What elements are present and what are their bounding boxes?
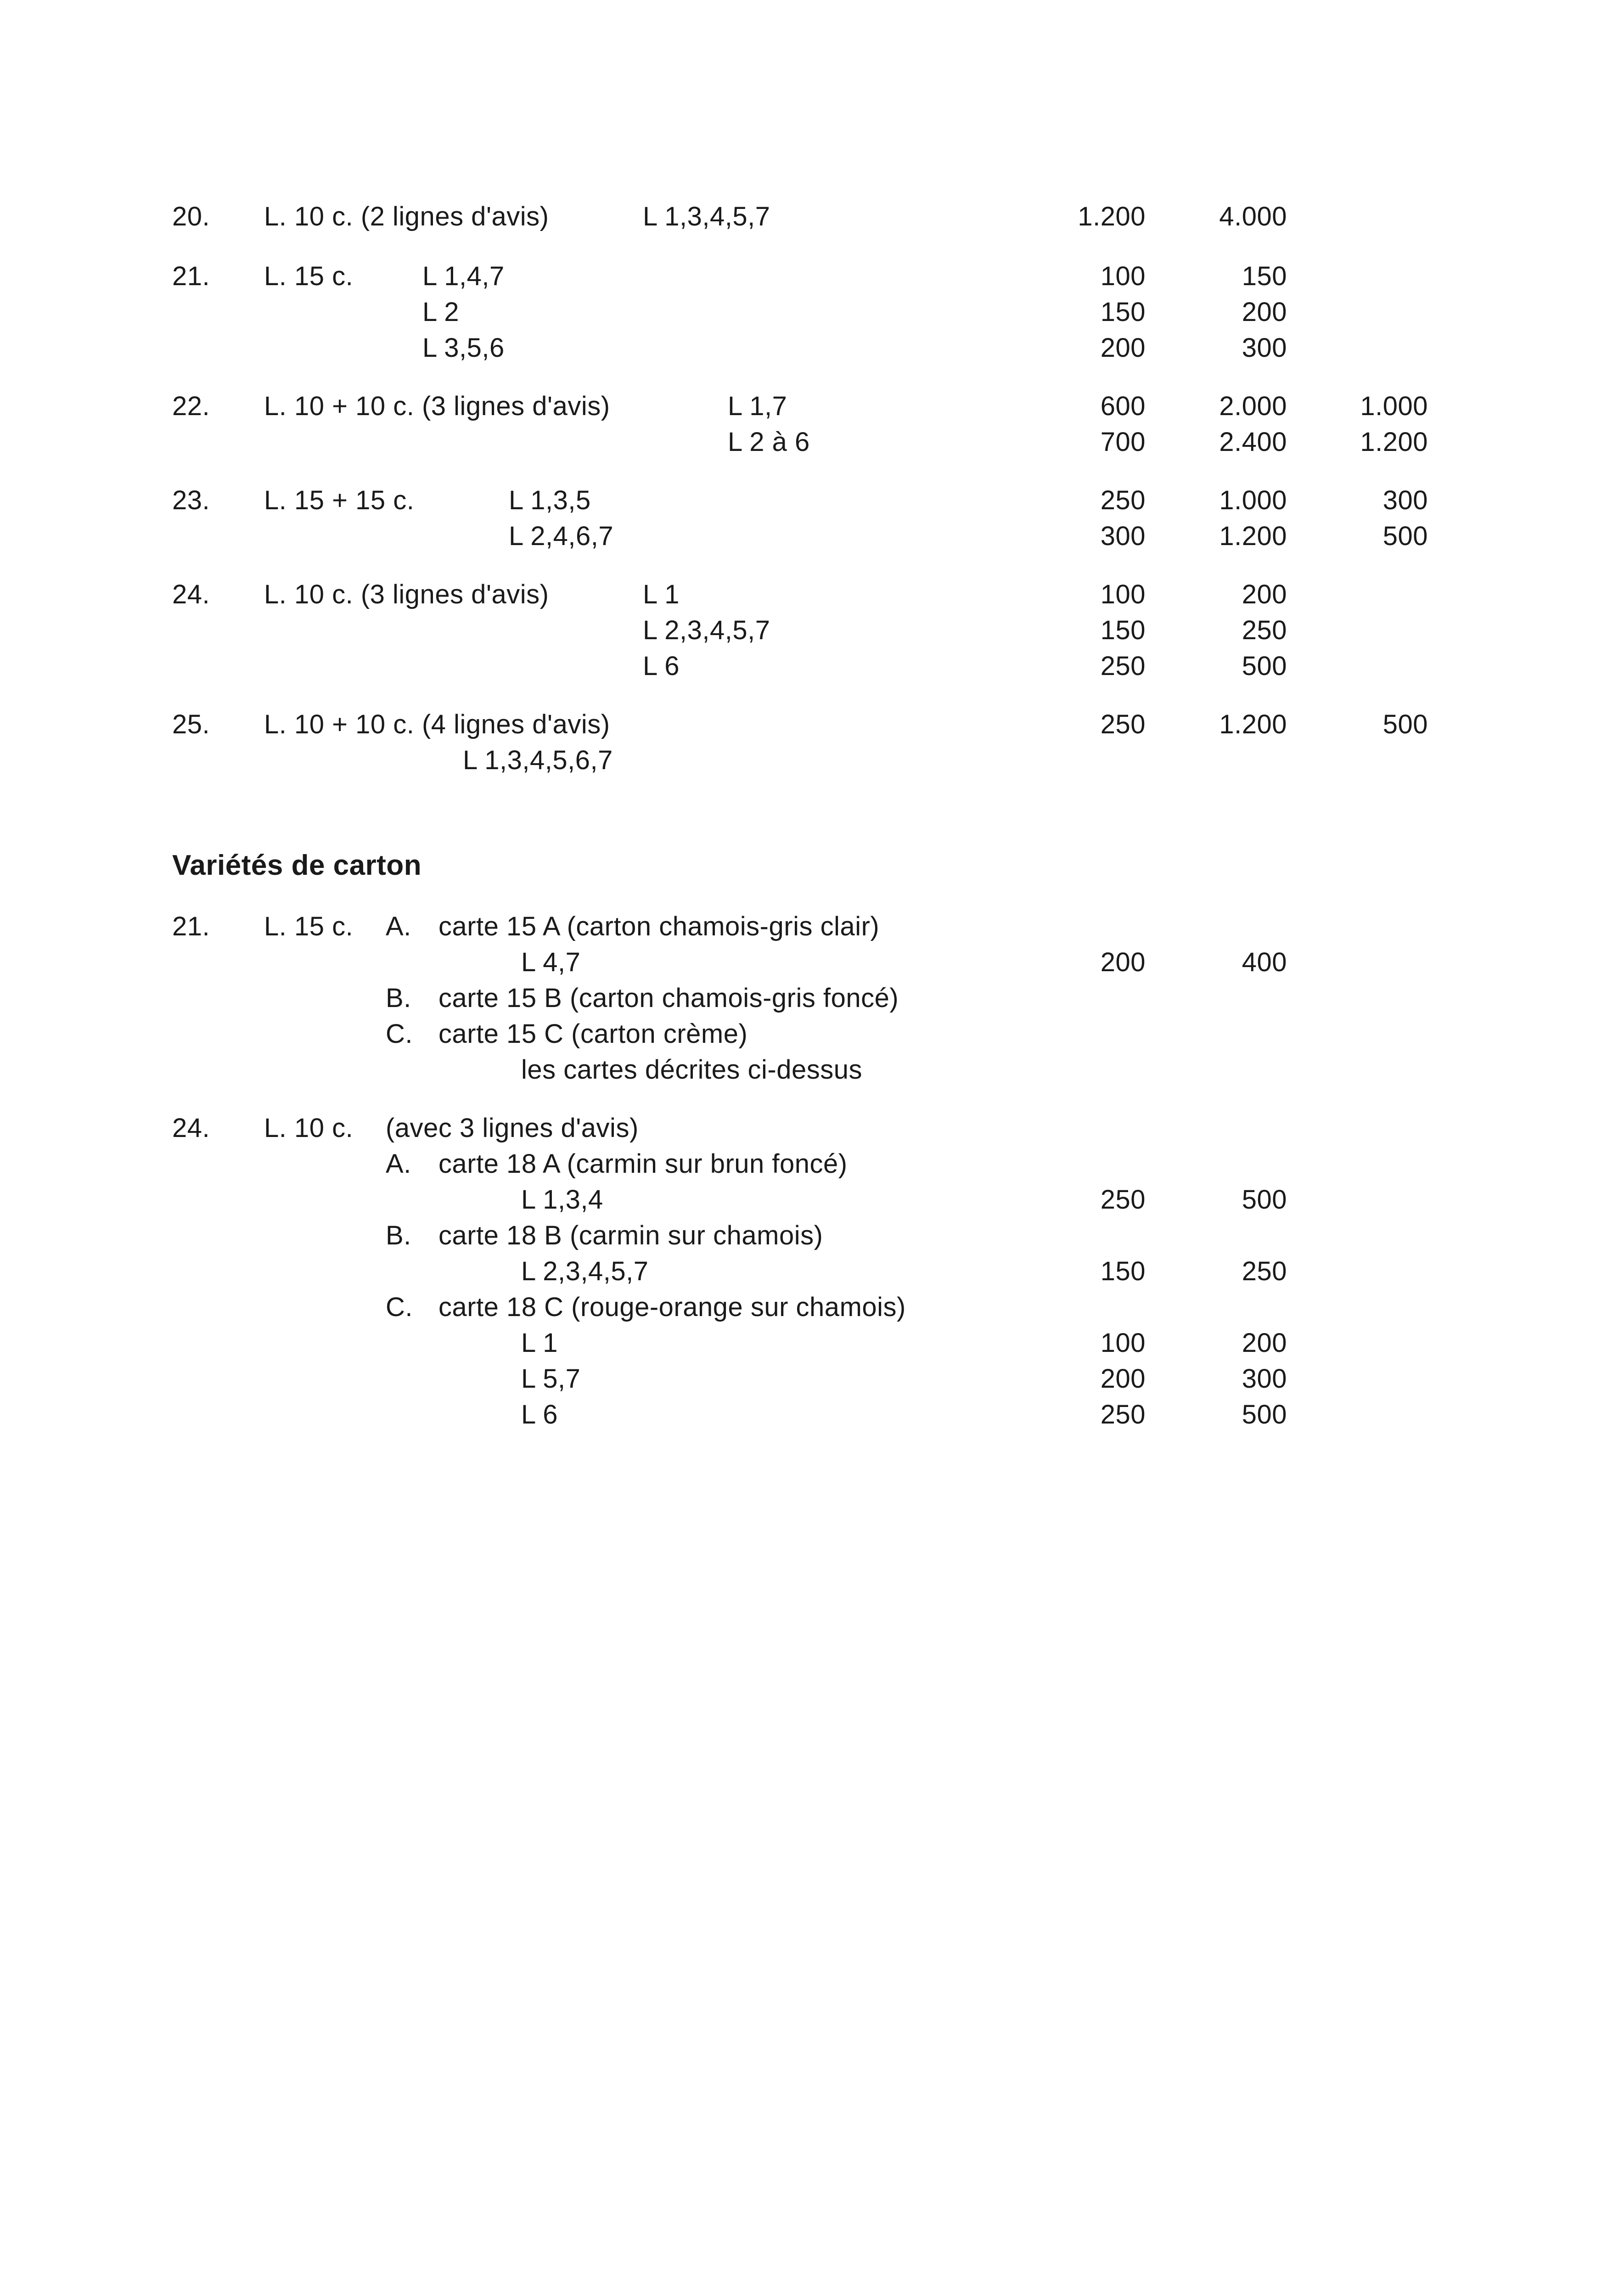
table-cell: 700 xyxy=(1100,427,1146,457)
table-cell: B. xyxy=(386,983,411,1013)
table-cell: L 3,5,6 xyxy=(422,333,505,363)
table-cell: L 6 xyxy=(643,651,680,681)
table-cell: L. 10 c. (3 lignes d'avis) xyxy=(264,580,549,609)
table-cell: 300 xyxy=(1100,521,1146,551)
table-cell: 1.200 xyxy=(1360,427,1428,457)
table-cell: 4.000 xyxy=(1219,202,1287,231)
table-cell: L 2 à 6 xyxy=(728,427,810,457)
table-cell: 100 xyxy=(1100,580,1146,609)
table-cell: 250 xyxy=(1242,1256,1287,1286)
table-cell: L. 15 c. xyxy=(264,261,354,291)
section-heading: Variétés de carton xyxy=(172,850,422,881)
table-cell: 1.200 xyxy=(1078,202,1146,231)
table-cell: L 1,7 xyxy=(728,391,787,421)
table-cell: L 1,3,4,5,6,7 xyxy=(463,745,613,775)
table-cell: L 2 xyxy=(422,297,459,327)
table-cell: 150 xyxy=(1100,297,1146,327)
table-cell: A. xyxy=(386,912,411,941)
table-cell: 200 xyxy=(1100,947,1146,977)
table-cell: L 2,3,4,5,7 xyxy=(521,1256,649,1286)
table-cell: 250 xyxy=(1100,651,1146,681)
table-cell: carte 18 B (carmin sur chamois) xyxy=(438,1221,823,1250)
table-cell: (avec 3 lignes d'avis) xyxy=(386,1113,639,1143)
table-cell: 300 xyxy=(1242,1364,1287,1394)
table-cell: B. xyxy=(386,1221,411,1250)
table-cell: 500 xyxy=(1242,1400,1287,1429)
table-cell: L 6 xyxy=(521,1400,558,1429)
table-cell: 500 xyxy=(1242,1185,1287,1215)
table-cell: les cartes décrites ci-dessus xyxy=(521,1055,862,1085)
table-cell: carte 15 C (carton crème) xyxy=(438,1019,748,1049)
table-cell: carte 18 A (carmin sur brun foncé) xyxy=(438,1149,848,1179)
table-cell: 200 xyxy=(1242,1328,1287,1358)
table-cell: L 2,3,4,5,7 xyxy=(643,615,770,645)
table-cell: 150 xyxy=(1100,615,1146,645)
table-cell: 250 xyxy=(1100,1185,1146,1215)
table-cell: 24. xyxy=(172,1113,210,1143)
table-cell: L. 15 c. xyxy=(264,912,354,941)
table-cell: L 1,3,5 xyxy=(509,485,591,515)
table-cell: 2.400 xyxy=(1219,427,1287,457)
table-cell: 21. xyxy=(172,261,210,291)
table-cell: 600 xyxy=(1100,391,1146,421)
table-cell: L 5,7 xyxy=(521,1364,581,1394)
table-cell: L. 10 + 10 c. (4 lignes d'avis) xyxy=(264,709,610,739)
table-cell: 250 xyxy=(1100,709,1146,739)
table-cell: 500 xyxy=(1382,521,1428,551)
table-cell: A. xyxy=(386,1149,411,1179)
table-cell: L. 15 + 15 c. xyxy=(264,485,415,515)
table-cell: L. 10 c. xyxy=(264,1113,354,1143)
table-cell: 150 xyxy=(1242,261,1287,291)
table-cell: 500 xyxy=(1242,651,1287,681)
table-cell: L 1,4,7 xyxy=(422,261,505,291)
table-cell: carte 15 A (carton chamois-gris clair) xyxy=(438,912,880,941)
table-cell: 200 xyxy=(1242,580,1287,609)
table-cell: 20. xyxy=(172,202,210,231)
table-cell: 1.000 xyxy=(1219,485,1287,515)
table-cell: L. 10 + 10 c. (3 lignes d'avis) xyxy=(264,391,610,421)
table-cell: C. xyxy=(386,1292,413,1322)
table-cell: 25. xyxy=(172,709,210,739)
table-cell: 250 xyxy=(1242,615,1287,645)
table-cell: L 4,7 xyxy=(521,947,581,977)
table-cell: 1.200 xyxy=(1219,709,1287,739)
table-cell: C. xyxy=(386,1019,413,1049)
table-cell: L. 10 c. (2 lignes d'avis) xyxy=(264,202,549,231)
table-cell: 100 xyxy=(1100,261,1146,291)
table-cell: 24. xyxy=(172,580,210,609)
table-cell: carte 15 B (carton chamois-gris foncé) xyxy=(438,983,899,1013)
table-cell: 1.000 xyxy=(1360,391,1428,421)
table-cell: carte 18 C (rouge-orange sur chamois) xyxy=(438,1292,906,1322)
table-cell: L 1 xyxy=(643,580,680,609)
table-cell: L 1,3,4,5,7 xyxy=(643,202,770,231)
table-cell: 200 xyxy=(1100,1364,1146,1394)
table-cell: 21. xyxy=(172,912,210,941)
table-cell: 100 xyxy=(1100,1328,1146,1358)
table-cell: 300 xyxy=(1242,333,1287,363)
table-cell: 200 xyxy=(1242,297,1287,327)
table-cell: L 1 xyxy=(521,1328,558,1358)
table-cell: 400 xyxy=(1242,947,1287,977)
table-cell: 150 xyxy=(1100,1256,1146,1286)
table-cell: 2.000 xyxy=(1219,391,1287,421)
table-cell: 200 xyxy=(1100,333,1146,363)
table-cell: 22. xyxy=(172,391,210,421)
table-cell: 1.200 xyxy=(1219,521,1287,551)
table-cell: 300 xyxy=(1382,485,1428,515)
table-cell: L 1,3,4 xyxy=(521,1185,603,1215)
table-cell: 500 xyxy=(1382,709,1428,739)
table-cell: 250 xyxy=(1100,485,1146,515)
table-cell: L 2,4,6,7 xyxy=(509,521,614,551)
table-cell: 23. xyxy=(172,485,210,515)
table-cell: 250 xyxy=(1100,1400,1146,1429)
